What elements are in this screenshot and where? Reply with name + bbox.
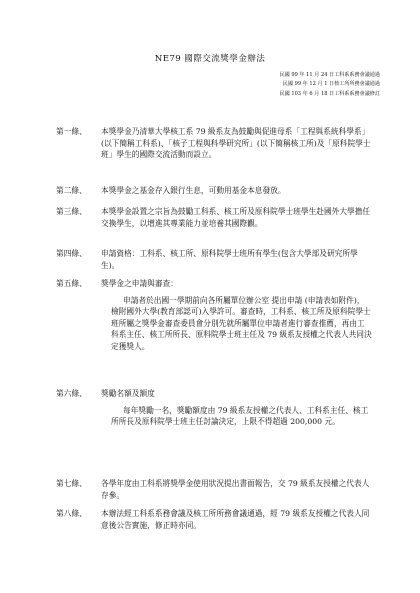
- article-label: 第七條、: [56, 479, 87, 488]
- article-6: [56, 388, 372, 428]
- article-7: [56, 478, 372, 501]
- article-label: 第一條、: [56, 127, 87, 136]
- article-1: [56, 126, 372, 161]
- document-title: NE79 國際交流獎學金辦法: [154, 54, 266, 64]
- article-label: 第五條、: [56, 279, 87, 288]
- article-text: 本獎學金設置之宗旨為鼓勵工科系、核工所及原科院學士班學生赴國外大學擔任交換學生，以增進其專業能力並培養其國際觀。: [101, 207, 371, 228]
- history-line: 民國 99 年 11 月 24 日工科系系務會議通過: [279, 72, 380, 78]
- article-text: 獎學金之申請與審查：: [101, 279, 178, 288]
- history-line: 民國 99 年 12 月 1 日核工所所務會議通過: [282, 81, 380, 88]
- history-line: 民國 103 年 6 月 18 日工科系系務會議修訂: [279, 90, 380, 97]
- article-text: 申請資格：工科系、核工所、原科院學士班所有學生(包含大學部及研究所學生)。: [101, 249, 358, 270]
- article-3: [56, 206, 372, 229]
- article-2: [56, 185, 372, 197]
- article-text: 本辦法經工科系系務會議及核工所所務會議通過，經 79 級系友授權之代表人同意後公告實施，修正時亦同。: [101, 509, 370, 530]
- article-label: 第二條、: [56, 186, 87, 195]
- article-text: 獎勵名額及額度: [101, 389, 155, 398]
- article-text: 本獎學金之基金存入銀行生息，可動用基金本息發放。: [101, 186, 286, 195]
- article-8: [56, 508, 372, 531]
- article-text: 本獎學金乃清華大學核工系 79 級系友為鼓勵與促進母系「工程與系統科學系」(以下簡稱工科系)、「核子工程與科學研究所」(以下簡稱核工所)及「原科院學士班」學生的國際交流活動而設立。: [101, 127, 371, 160]
- article-4: [56, 248, 372, 271]
- article-label: 第六條、: [56, 389, 87, 398]
- article-label: 第三條、: [56, 207, 87, 216]
- article-5: [56, 278, 372, 353]
- article-label: 第四條、: [56, 249, 87, 258]
- amendment-history: [140, 71, 380, 99]
- article-paragraph: 每年獎勵一名，獎勵額度由 79 級系友授權之代表人、工科系主任、核工所所長及原科院學士班主任討論決定，上限不得超過 200,000 元。: [111, 405, 369, 427]
- article-paragraph: 申請者於出國一學期前向各所屬單位辦公室 提出申請 (申請表如附件)，檢附國外大學(教育部認可)入學許可。審查時，工科系、核工所及原科院學士班所屬之獎學金審查委員會分別先就所屬單位申請者進行審查推薦，再由工科系主任、核工所所長、原科院學士班主任及 79 級系友授權之代表人共同決定獲獎人。: [111, 295, 372, 351]
- article-text: 各學年度由工科系將獎學金使用狀況提出書面報告，交 79 級系友授權之代表人存參。: [101, 479, 370, 500]
- article-label: 第八條、: [56, 509, 87, 518]
